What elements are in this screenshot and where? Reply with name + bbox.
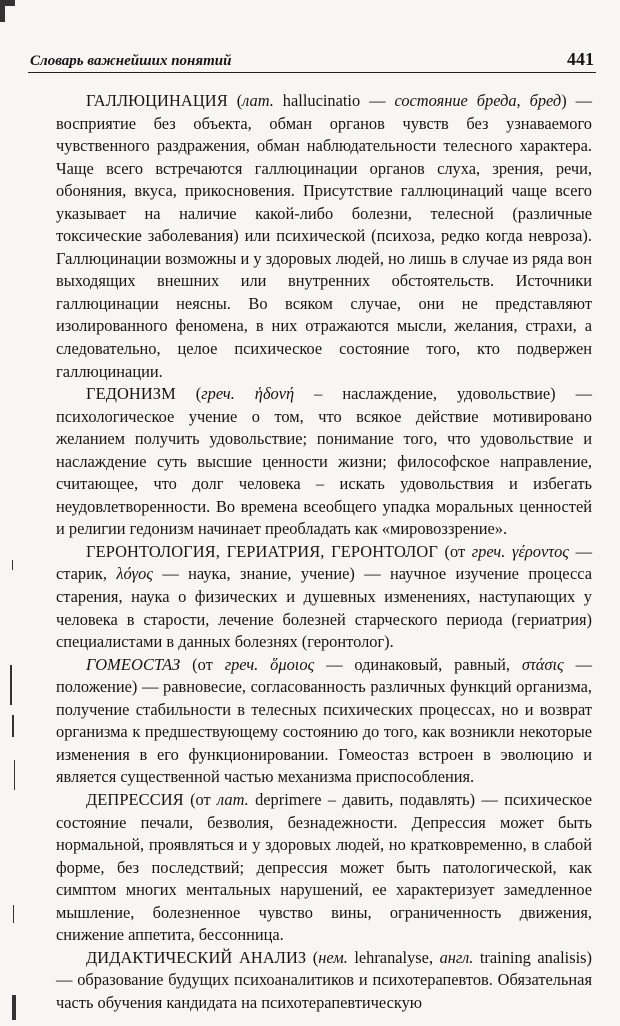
entry-definition-text: (от — [437, 541, 472, 561]
entry-italic-fragment: лат. — [217, 789, 249, 809]
dictionary-entry — [56, 383, 592, 541]
entry-italic-fragment: греч. — [224, 654, 259, 674]
entry-italic-fragment: γέροντος — [505, 541, 569, 561]
entry-definition-text: ( — [175, 384, 202, 404]
entry-definition-text: (от — [183, 789, 218, 809]
entry-italic-fragment: λόγος — [116, 564, 153, 584]
entry-definition-text: — старик, — [56, 541, 592, 584]
dictionary-entry — [56, 654, 592, 789]
entry-definition-text: ) — восприятие без объекта, обман органов чувств без узнаваемого чувственного раздражения, обман наблюдательности телесного характера. Чаще всего встречаются галлюцинации органов слуха, зрения, речи, обоняния, вкуса, прикосновения. Присутствие галлюцинаций чаще всего указывает на наличие какой-либо болезни, телесной (различные токсические заболевания) или психической (психоза, редко когда невроза). Галлюцинации возможны и у здоровых людей, но лишь в случае из ряда вон выходящих внешних или внутренних обстоятельств. Источники галлюцинации неясны. Во всяком случае, они не представляют изолированного феномена, в них отражаются мысли, желания, страхи, а следовательно, целое психическое состояние того, кто подвержен галлюцинации. — [56, 91, 592, 381]
scan-edge-mark — [13, 905, 14, 923]
entry-term: ДИДАКТИЧЕСКИЙ АНАЛИЗ — [86, 947, 307, 967]
entry-term: ГАЛЛЮЦИНАЦИЯ — [86, 91, 228, 110]
entry-definition-text: ( — [306, 947, 319, 967]
entry-term: ГЕДОНИЗМ — [86, 384, 176, 404]
entry-italic-fragment: греч. — [201, 384, 235, 404]
scan-edge-mark — [14, 760, 15, 790]
entry-definition-text: — наука, знание, учение) — научное изучение процесса старения, наука о физических и душевных изменениях, наступающих у человека в старости, лечение болезней старческого периода (гериатрия) специалистами в данных болезнях (геронтолог). — [56, 564, 592, 652]
entry-term: ГОМЕОСТАЗ — [86, 654, 181, 674]
entry-definition-text: (от — [180, 654, 225, 674]
entry-italic-fragment: στάσις — [521, 654, 564, 674]
dictionary-entry — [56, 947, 592, 1015]
entry-term: ГЕРОНТОЛОГИЯ, ГЕРИАТРИЯ, ГЕРОНТОЛОГ — [86, 541, 438, 561]
entry-italic-fragment: нем. — [318, 947, 348, 967]
dictionary-entry — [56, 789, 592, 947]
entry-definition-text: lehranalyse, — [347, 947, 440, 967]
entry-italic-fragment: ὅμοιος — [258, 654, 315, 674]
entry-term: ДЕПРЕССИЯ — [86, 789, 184, 809]
entry-definition-text: — положение) — равновесие, согласованность различных функций организма, получение стабильности в телесных психических процессах, но и возврат организма к предшествующему состоянию до того, как возникли некоторые изменения в его функционировании. Гомеостаз встроен в эволюцию и является существенной частью механизма приспособления. — [56, 654, 592, 787]
entry-italic-fragment: греч. — [471, 541, 506, 561]
scan-edge-mark — [12, 560, 13, 570]
entry-definition-text: ( — [227, 91, 243, 110]
entry-definition-text: hallucinatio — — [273, 91, 395, 110]
entry-italic-fragment: лат. — [242, 91, 274, 110]
scan-edge-mark — [12, 995, 16, 1020]
entry-definition-text: — одинаковый, равный, — [314, 654, 522, 674]
scan-edge-mark — [12, 715, 14, 737]
scan-corner-mark — [5, 0, 15, 6]
dictionary-entry — [56, 541, 592, 654]
entry-italic-fragment: ἡδονή — [234, 384, 295, 404]
entry-definition-text: training analisis) — образование будущих психоаналитиков и психотерапевтов. Обязательная часть обучения кандидата на психотерапевтическую — [56, 947, 593, 1012]
entry-italic-fragment: состояние бреда, бред — [394, 91, 562, 110]
page-header — [28, 42, 596, 73]
entry-italic-fragment: англ. — [439, 947, 474, 967]
entry-definition-text: – наслаждение, удовольствие) — психологическое учение о том, что всякое действие мотивировано желанием получить удовольствие; понимание того, что удовольствие и наслаждение суть высшие ценности жизни; философское направление, считающее, что долг человека – искать удовольствия и избегать неудовлетворенности. Во времена всеобщего упадка моральных ценностей и религии гедонизм начинает преобладать как «мировоззрение». — [56, 384, 593, 539]
entry-definition-text: deprimere – давить, подавлять) — психическое состояние печали, безволия, безнадежности. Депрессия может быть нормальной, проявляться и у здоровых людей, но кратковременно, в слабой форме, без последствий; депрессия может быть патологической, как симптом многих ментальных нарушений, ее характеризует замедленное мышление, болезненное чувство вины, ограниченность движения, снижение аппетита, бессонница. — [56, 789, 593, 945]
running-title: Словарь важнейших понятий — [30, 53, 232, 69]
scan-edge-mark — [10, 665, 12, 705]
dictionary-entries — [56, 90, 592, 1014]
dictionary-entry — [56, 90, 592, 383]
page-number: 441 — [567, 49, 594, 69]
